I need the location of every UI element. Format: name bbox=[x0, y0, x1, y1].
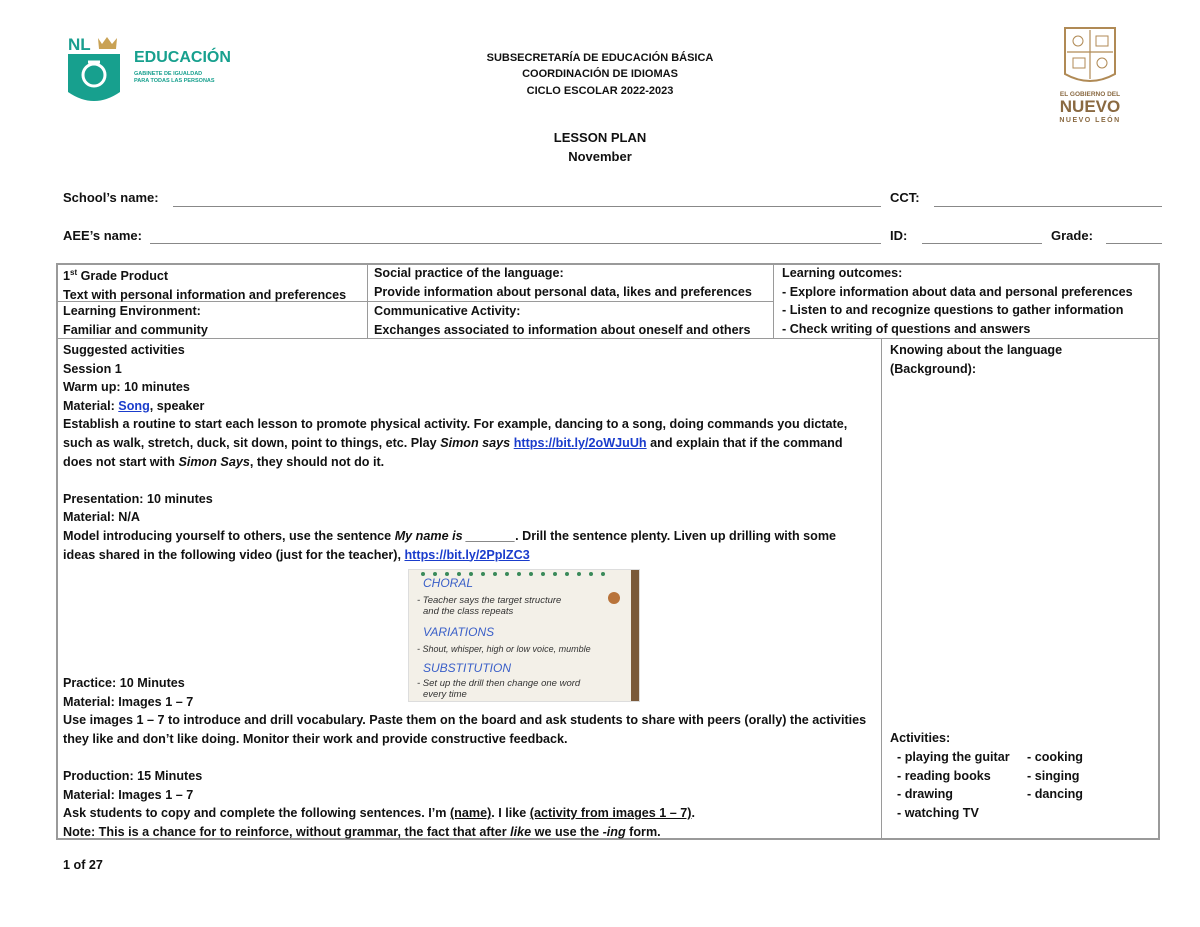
warmup-text: does not start with Simon Says, they should not do it. bbox=[63, 454, 385, 469]
id-label: ID: bbox=[890, 228, 908, 243]
list-item: - watching TV bbox=[897, 805, 979, 820]
knowing-activities-title: Activities: bbox=[890, 731, 951, 745]
cct-label: CCT: bbox=[890, 190, 920, 205]
presentation-text: ideas shared in the following video (just for the teacher), https://bit.ly/2PplZC3 bbox=[63, 547, 530, 562]
logo-sub1: GABINETE DE IGUALDAD bbox=[134, 71, 203, 77]
communicative-activity-title: Communicative Activity: bbox=[374, 304, 521, 318]
outcome-item: - Listen to and recognize questions to gather information bbox=[782, 303, 1124, 318]
list-item: - reading books bbox=[897, 768, 991, 783]
product-text: Text with personal information and preferences bbox=[63, 287, 347, 302]
crown-icon bbox=[98, 37, 117, 49]
practice-title: Practice: 10 Minutes bbox=[63, 676, 185, 690]
communicative-activity-cell bbox=[374, 302, 750, 339]
doc-title: LESSON PLAN bbox=[553, 130, 647, 145]
header-line-3: CICLO ESCOLAR 2022-2023 bbox=[526, 85, 674, 97]
outcome-item: - Explore information about data and personal preferences bbox=[782, 284, 1133, 299]
list-item: - singing bbox=[1027, 768, 1080, 783]
learning-environment-cell bbox=[63, 302, 208, 339]
knowing-subtitle: (Background): bbox=[890, 361, 977, 376]
practice-section bbox=[63, 674, 866, 841]
svg-text:SUBSTITUTION: SUBSTITUTION bbox=[423, 661, 512, 675]
id-field[interactable] bbox=[922, 243, 1042, 244]
suggested-activities bbox=[63, 341, 847, 564]
svg-text:- Set up the drill then change: - Set up the drill then change one word bbox=[417, 678, 581, 689]
production-note: Note: This is a chance for to reinforce, without grammar, the fact that after like we use the -ing form. bbox=[63, 824, 661, 839]
table-divider bbox=[881, 339, 882, 839]
production-title: Production: 15 Minutes bbox=[63, 768, 203, 783]
warmup-title: Warm up: 10 minutes bbox=[63, 380, 190, 395]
svg-text:and the class repeats: and the class repeats bbox=[423, 606, 514, 617]
video-link[interactable]: https://bit.ly/2PplZC3 bbox=[404, 547, 530, 562]
list-item: - drawing bbox=[897, 787, 953, 802]
presentation-title: Presentation: 10 minutes bbox=[63, 491, 213, 506]
learning-environment-title: Learning Environment: bbox=[63, 304, 201, 318]
knowing-title: Knowing about the language bbox=[890, 343, 1063, 357]
social-practice-cell bbox=[374, 264, 752, 301]
svg-text:VARIATIONS: VARIATIONS bbox=[423, 625, 495, 639]
logo-educacion-text: EDUCACIÓN bbox=[134, 49, 231, 66]
logo-gob-top: EL GOBIERNO DEL bbox=[1059, 91, 1121, 98]
practice-text: they like and don’t like doing. Monitor their work and provide constructive feedback. bbox=[63, 731, 568, 746]
grade-label: Grade: bbox=[1051, 228, 1093, 243]
list-item: - cooking bbox=[1027, 750, 1083, 764]
school-name-label: School’s name: bbox=[63, 190, 159, 205]
logo-nl-text: NL bbox=[68, 35, 91, 54]
school-name-field[interactable] bbox=[173, 206, 881, 207]
learning-outcomes-cell bbox=[782, 264, 1133, 338]
grade-field[interactable] bbox=[1106, 243, 1162, 244]
page-number: 1 of 27 bbox=[63, 858, 103, 872]
learning-outcomes-title: Learning outcomes: bbox=[782, 266, 903, 280]
knowing-activities-col2 bbox=[1027, 748, 1083, 804]
knowing-activities-col1 bbox=[897, 748, 1010, 822]
warmup-material: Material: Song, speaker bbox=[63, 398, 205, 413]
warmup-text: such as walk, stretch, duck, sit down, point to things, etc. Play Simon says https://bit.ly/2oWJuUh and explain that if the command bbox=[63, 435, 843, 450]
header-line-1: SUBSECRETARÍA DE EDUCACIÓN BÁSICA bbox=[486, 52, 714, 64]
production-text: Ask students to copy and complete the following sentences. I’m (name). I like (activity from images 1 – 7). bbox=[63, 806, 695, 821]
practice-material: Material: Images 1 – 7 bbox=[63, 694, 194, 709]
cct-field[interactable] bbox=[934, 206, 1162, 207]
knowing-language-cell bbox=[890, 341, 1062, 378]
presentation-material: Material: N/A bbox=[63, 510, 140, 525]
svg-text:- Teacher says the target stru: - Teacher says the target structure bbox=[417, 595, 562, 606]
simon-says-link[interactable]: https://bit.ly/2oWJuUh bbox=[513, 435, 647, 450]
svg-text:every time: every time bbox=[423, 689, 467, 700]
header-line-2: COORDINACIÓN DE IDIOMAS bbox=[522, 68, 678, 80]
gobierno-nuevo-leon-logo bbox=[1040, 24, 1140, 124]
logo-nuevo: NUEVO bbox=[1059, 97, 1121, 116]
product-title: 1st Grade Product bbox=[63, 268, 169, 284]
social-practice-text: Provide information about personal data, likes and preferences bbox=[374, 284, 752, 299]
practice-text: Use images 1 – 7 to introduce and drill vocabulary. Paste them on the board and ask students to share with peers (orally) the activities bbox=[63, 713, 867, 728]
outcome-item: - Check writing of questions and answers bbox=[782, 321, 1031, 336]
list-item: - dancing bbox=[1027, 787, 1083, 802]
list-item: - playing the guitar bbox=[897, 750, 1010, 764]
doc-month: November bbox=[568, 149, 632, 164]
product-cell bbox=[63, 264, 346, 304]
production-material: Material: Images 1 – 7 bbox=[63, 787, 194, 802]
learning-environment-text: Familiar and community bbox=[63, 322, 208, 337]
suggested-title: Suggested activities bbox=[63, 343, 185, 357]
logo-sub2: PARA TODAS LAS PERSONAS bbox=[134, 78, 215, 84]
session-title: Session 1 bbox=[63, 361, 122, 376]
svg-text:- Shout, whisper, high or low: - Shout, whisper, high or low voice, mumble bbox=[417, 644, 591, 654]
aee-name-field[interactable] bbox=[150, 243, 881, 244]
aee-name-label: AEE’s name: bbox=[63, 228, 142, 243]
logo-nuevo-leon: NUEVO LEÓN bbox=[1059, 117, 1121, 124]
svg-text:CHORAL: CHORAL bbox=[423, 576, 474, 590]
song-link[interactable]: Song bbox=[118, 398, 150, 413]
warmup-text: Establish a routine to start each lesson to promote physical activity. For example, dancing to a song, doing commands you dictate, bbox=[63, 417, 848, 432]
communicative-activity-text: Exchanges associated to information about oneself and others bbox=[374, 322, 751, 337]
social-practice-title: Social practice of the language: bbox=[374, 266, 564, 280]
presentation-text: Model introducing yourself to others, use the sentence My name is _______. Drill the sentence plenty. Liven up drilling with some bbox=[63, 528, 837, 543]
